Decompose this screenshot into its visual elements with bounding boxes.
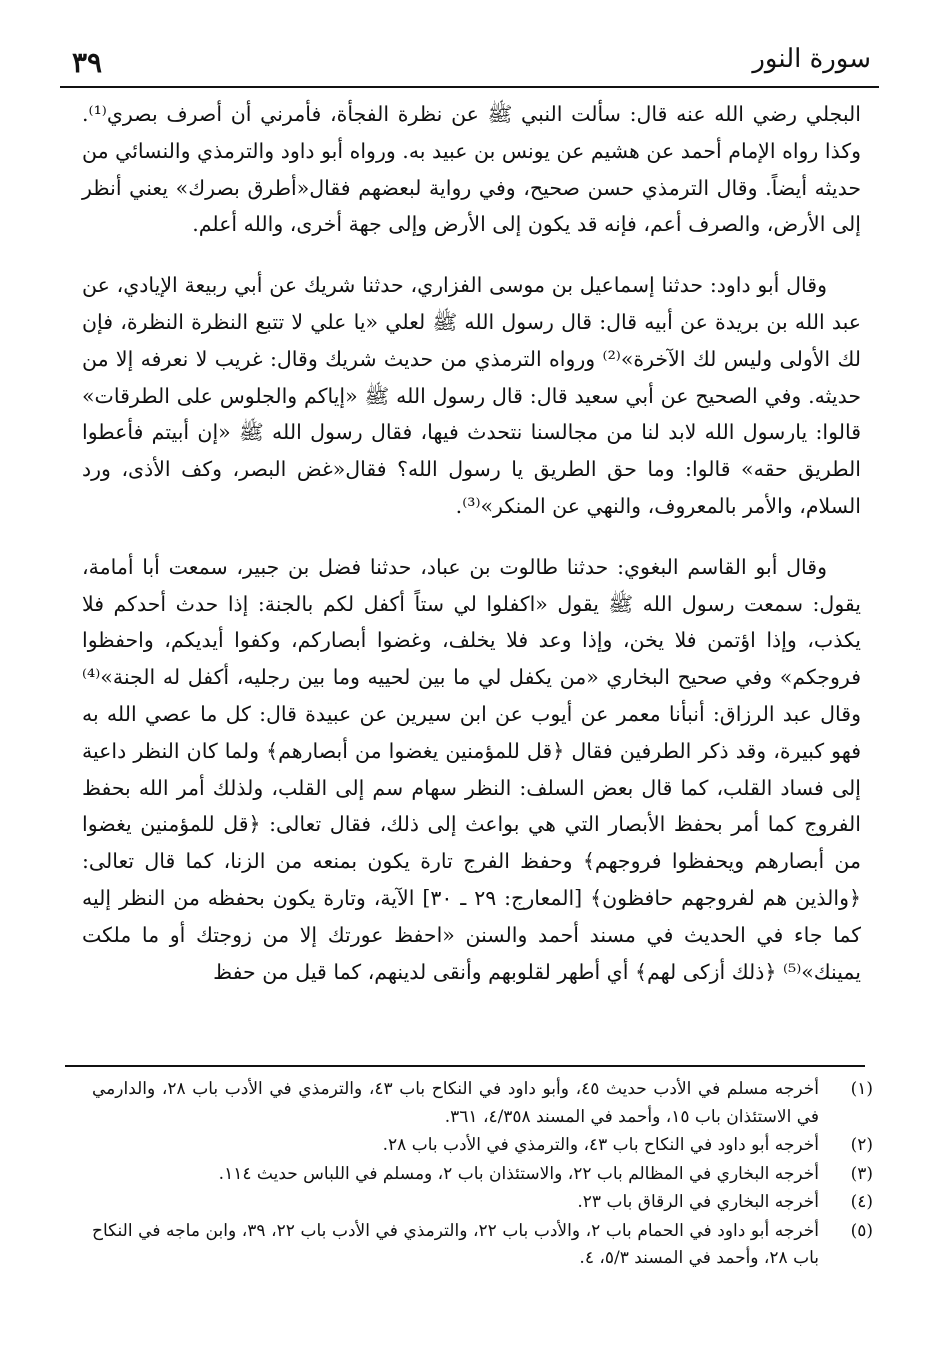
footnote-1: [92, 1076, 873, 1131]
paragraph-1: البجلي رضي الله عنه قال: سألت النبي ﷺ عن نظرة الفجأة، فأمرني أن أصرف بصري⁽¹⁾. وكذا رواه الإمام أحمد عن هشيم عن يونس بن عبيد به. ورواه أبو داود والترمذي والنسائي من حديثه أيضاً. وقال الترمذي حسن صحيح، وفي رواية لبعضهم فقال«أطرق بصرك» يعني أنظر إلى الأرض، والصرف أعم، فإنه قد يكون إلى الأرض وإلى جهة أخرى، والله أعلم.: [82, 102, 861, 237]
footnote-text: أخرجه البخاري في المظالم باب ٢٢، والاستئذان باب ٢، ومسلم في اللباس حديث ١١٤.: [218, 1163, 819, 1184]
footnote-text: أخرجه مسلم في الأدب حديث ٤٥، وأبو داود في النكاح باب ٤٣، والترمذي في الأدب باب ٢٨، والدارمي في الاستئذان باب ١٥، وأحمد في المسند ٤/٣٥٨، ٣٦١.: [92, 1079, 819, 1127]
header-rule: [60, 86, 879, 88]
main-text: [82, 96, 861, 990]
footnote-number: (٢): [850, 1135, 873, 1155]
paragraph-2: وقال أبو داود: حدثنا إسماعيل بن موسى الفزاري، حدثنا شريك عن أبي ربيعة الإيادي، عن عبد الله بن بريدة عن أبيه قال: قال رسول الله ﷺ لعلي «يا علي لا تتبع النظرة النظرة، فإن لك الأولى وليس لك الآخرة»⁽²⁾ ورواه الترمذي من حديث شريك وقال: غريب لا نعرفه إلا من حديثه. وفي الصحيح عن أبي سعيد قال: قال رسول الله ﷺ «إياكم والجلوس على الطرقات» قالوا: يارسول الله لابد لنا من مجالسنا نتحدث فيها، فقال رسول الله ﷺ «إن أبيتم فأعطوا الطريق حقه» قالوا: وما حق الطريق يا رسول الله؟ فقال«غض البصر، وكف الأذى، ورد السلام، والأمر بالمعروف، والنهي عن المنكر»⁽³⁾.: [82, 273, 862, 518]
page-header: [60, 40, 879, 88]
running-title: سورة النور: [752, 44, 871, 74]
footnote-text: أخرجه أبو داود في النكاح باب ٤٣، والترمذي في الأدب باب ٢٨.: [382, 1135, 819, 1155]
footnote-number: (٣): [850, 1163, 873, 1184]
footnote-3: [92, 1161, 873, 1189]
footnote-2: [92, 1132, 873, 1160]
footnote-separator: [65, 1065, 865, 1067]
footnote-4: [92, 1189, 873, 1217]
paragraph-3: وقال أبو القاسم البغوي: حدثنا طالوت بن عباد، حدثنا فضل بن جبير، سمعت أبا أمامة، يقول: سمعت رسول الله ﷺ يقول «اكفلوا لي ستاً أكفل لكم بالجنة: إذا حدث أحدكم فلا يكذب، وإذا اؤتمن فلا يخن، وإذا وعد فلا يخلف، وغضوا أبصاركم، وكفوا أيديكم، واحفظوا فروجكم» وفي صحيح البخاري «من يكفل لي ما بين لحييه وما بين رجليه، أكفل له الجنة»⁽⁴⁾ وقال عبد الرزاق: أنبأنا معمر عن أيوب عن ابن سيرين عن عبيدة قال: كل ما عصي الله به فهو كبيرة، وقد ذكر الطرفين فقال ﴿قل للمؤمنين يغضوا من أبصارهم﴾ ولما كان النظر داعية إلى فساد القلب، كما قال بعض السلف: النظر سهام سم إلى القلب، ولذلك أمر الله بحفظ الفروج كما أمر بحفظ الأبصار التي هي بواعث إلى ذلك، فقال تعالى: ﴿قل للمؤمنين يغضوا من أبصارهم ويحفظوا فروجهم﴾ وحفظ الفرج تارة يكون بمنعه من الزنا، كما قال تعالى: ﴿والذين هم لفروجهم حافظون﴾ [المعارج: ٢٩ ـ ٣٠] الآية، وتارة يكون بحفظه من النظر إليه كما جاء في الحديث في مسند أحمد والسنن «احفظ عورتك إلا من زوجتك أو ما ملكت يمينك»⁽⁵⁾ ﴿ذلك أزكى لهم﴾ أي أطهر لقلوبهم وأنقى لدينهم، كما قيل من حفظ: [82, 554, 861, 984]
footnote-number: (١): [850, 1079, 873, 1099]
footnote-5: [92, 1218, 873, 1273]
page-number: ٣٩: [72, 46, 103, 79]
footnote-number: (٤): [850, 1192, 873, 1212]
footnotes: [92, 1076, 873, 1274]
footnote-number: (٥): [850, 1220, 873, 1241]
footnote-text: أخرجه البخاري في الرقاق باب ٢٣.: [577, 1192, 819, 1212]
footnote-text: أخرجه أبو داود في الحمام باب ٢، والأدب باب ٢٢، والترمذي في الأدب باب ٢٢، ٣٩، وابن ماجه في النكاح باب ٢٨، وأحمد في المسند ٥/٣، ٤.: [92, 1220, 819, 1268]
